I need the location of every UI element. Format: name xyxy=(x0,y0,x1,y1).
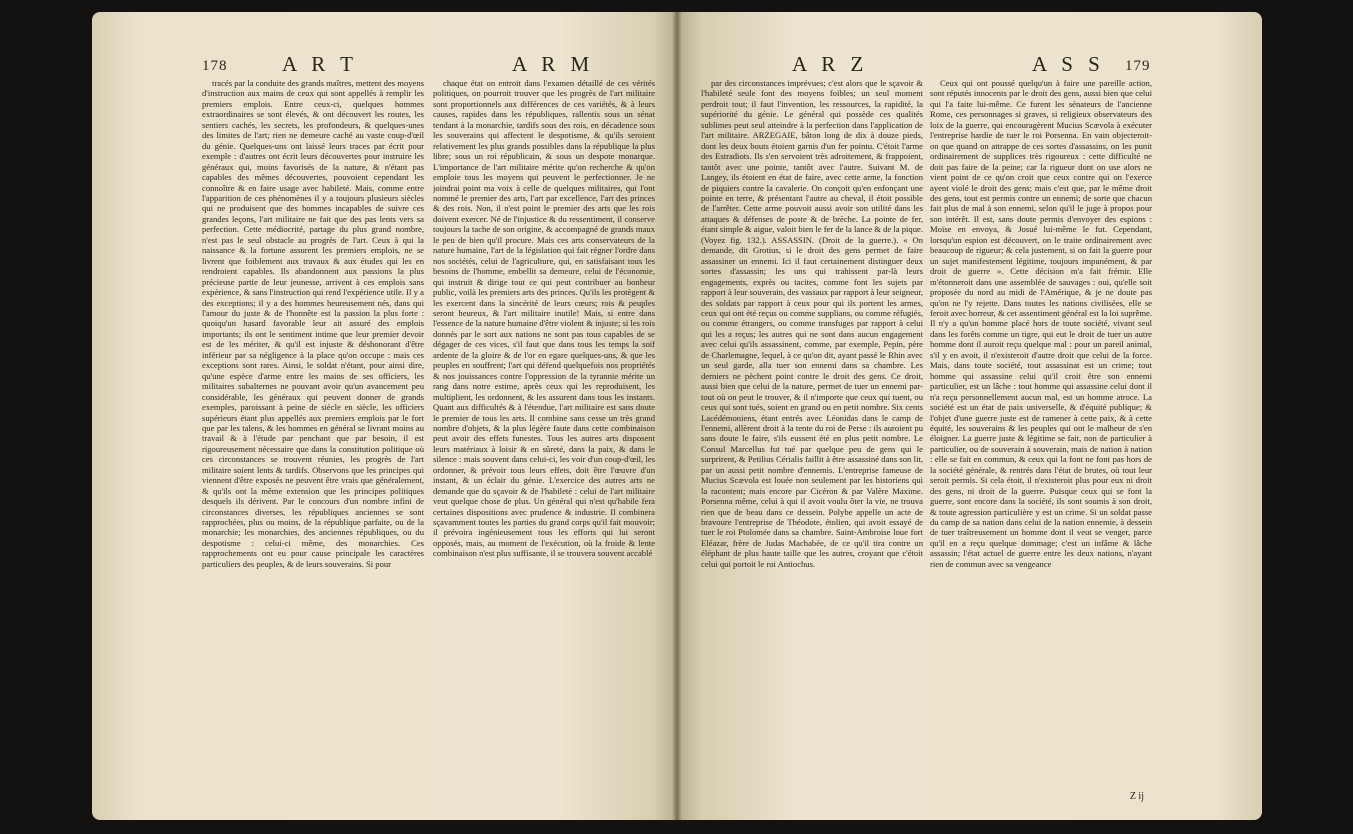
running-headword: A R T xyxy=(282,52,358,76)
left-page xyxy=(92,12,677,820)
book-gutter xyxy=(672,12,682,820)
right-page xyxy=(677,12,1262,820)
signature-mark: Z ij xyxy=(1129,791,1144,802)
text-column xyxy=(433,78,655,792)
text-column xyxy=(930,78,1152,792)
column-text: Ceux qui ont poussé quelqu'un à faire une pareille action, sont réputés innocents par le droit des gens, aussi bien que celui qui l'a faite lui-même. Ce furent les sénateurs de l'ancienne Rome, ces personnages si graves, si religieux observateurs des loix de la guerre, qui encouragèrent Mucius Scævola à exécuter l'entreprise hardie de tuer le roi Porsenna. En vain objecteroit-on que quand on attrappe de ces sortes d'assassins, on les punit ordinairement de supplices très rigoureux : cette difficulté ne doit pas faire de la peine; car la rigueur dont on use alors ne vient point de ce qu'on croit que ceux contre qui on l'exerce ayent violé le droit des gens; mais c'est que, par le même droit des gens, tout est permis contre un ennemi; de sorte que chacun fait plus de mal à son ennemi, selon qu'il le juge à propos pour son intérêt. Il est, sans doute permis d'envoyer des espions : Moïse en envoya, & Josué lui-même le fut. Cependant, lorsqu'un espion est découvert, on le traite ordinairement avec beaucoup de rigueur; & cela justement, si on fait la guerre pour un sujet manifestement légitime, toujours impunément, & par droit de guerre ». Cette décision m'a fait frémir. Elle m'étonneroit dans une assemblée de sauvages : oui, qu'elle soit proposée du nord au midi de l'Amérique, & je ne doute pas qu'on ne l'y rejette. Dans toutes les nations civilisées, elle se feroit avec horreur, & cet assentiment général est la loi suprême. Il n'y a qu'un homme placé hors de toute société, vivant seul dans les forêts comme un tigre, qui eut le droit de tuer un autre homme dont il auroit reçu quelque mal : pour un pareil animal, s'il y en avoit, il n'existeroit d'autre droit que celui de la force. Mais, dans toute société, tout assassinat est un crime; tout homme qui assassine celui qu'il croit être son ennemi particulier, est un lâche : tout homme qui assassine celui dont il n'a reçu personnellement aucun mal, est un homme atroce. La société est un état de paix universelle, & d'équité publique; & l'objet d'une guerre juste est de ramener à cette paix, & à cette équité, les souverains & les peuples qui ont le malheur de s'en éloigner. La guerre juste & légitime se fait, non de particulier à particulier, ou de souverain à souverain, mais de nation à nation : elle se fait en commun, & ceux qui la font ne font pas hors de la société générale, & rentrés dans l'état de brutes, où tout leur seroit permis. Si cela étoit, il n'existeroit plus pour eux ni droit des gens, ni droit de la guerre. Puisque ceux qui se font la guerre, sont encore dans la société, ils sont soumis à son droit, & toute agression particulière y est un crime. Si un soldat passe du camp de sa nation dans celui de la nation ennemie, à dessein de tuer traîtreusement un homme dont il veut se venger, parce qu'il en a reçu quelque dommage; c'est un infâme & lâche assassin; l'état actuel de guerre entre les deux nations, n'ayant rien de commun avec sa vengeance xyxy=(930,78,1152,569)
text-columns xyxy=(202,78,655,792)
text-columns xyxy=(701,78,1152,792)
running-headword: A R Z xyxy=(792,52,869,76)
page-number: 179 xyxy=(1125,58,1151,74)
page-number: 178 xyxy=(202,58,228,74)
column-text: chaque état on entroit dans l'examen détaillé de ces vérités politiques, on pourroit trouver que les progrès de l'art militaire sont proportionnels aux différences de ces variétés, & à leurs causes, rapides dans les républiques, rallentis sous un sénat tendant à la monarchie, tardifs sous des rois, en décadence sous les souverains qui affectent le despotisme, & qu'ils seroient relativement les plus grands possibles dans la république la plus libre; sous un roi républicain, & sous un despote monarque. L'importance de l'art militaire mérite qu'on recherche & qu'on emploie tous les moyens qui peuvent le perfectionner. Je ne joindrai point ma voix à celle de quelques militaires, qui l'ont nommé le premier des arts, l'art par excellence, l'art des princes & des rois. Non, il n'est point le premier des arts que les rois doivent exercer. Né de l'injustice & du ressentiment, il conserve toujours la tache de son origine, & accompagné de grands maux le peu de bien qu'il procure. Mais ces arts conservateurs de la nature humaine, l'art de la législation qui fait régner l'ordre dans nos sociétés, celui de l'agriculture, qui, en satisfaisant tous les besoins de l'homme, embellit sa demeure, celui de l'économie, qui instruit & dirige tout ce qui peut contribuer au bonheur public, voilà les premiers arts des princes. Qu'ils les protègent & les exercent dans la sincérité de leurs cœurs; rois & peuples seront heureux, & l'art militaire inutile! Mais, si entre dans l'essence de la nature humaine d'être violent & injuste; si les rois donnés par le sort aux nations ne sont pas tous capables de se dégager de ces vices, s'il faut que dans tous les temps la soif ardente de la gloire & de l'or en egare quelques-uns, & que les peuples en souffrent; l'art qui défend quelquefois nos propriétés & nos jouissances contre l'oppression de la tyrannie mérite un rang dans notre estime, après ceux qui les reproduisent, les multiplient, les ordonnent, & les assurent dans tous les instants. Quant aux difficultés & à l'étendue, l'art militaire est sans doute le premier de tous les arts. Il combine sans cesse un très grand nombre d'objets, & la plus légère faute dans cette combinaison peut avoir des effets funestes. Tous les autres arts disposent leurs matériaux à loisir & en sûreté, dans la paix, & dans le silence : mais souvent dans celui-ci, les voir d'un coup-d'œil, les ordonner, & prévoir tous leurs effets, doit être l'œuvre d'un instant, & un éclair du génie. L'exercice des autres arts ne demande que du sçavoir & de l'habileté : celui de l'art militaire veut quelque chose de plus. Un général qui n'est qu'habile fera certaines dispositions avec prudence & industrie. Il combinera sçavamment toutes les parties du grand corps qu'il fait mouvoir; il prévoira ingénieusement tous les efforts qui lui seront opposés, mais, au moment de l'exécution, où la froide & lente combinaison n'est plus suffisante, il se trouvera souvent accablé xyxy=(433,78,655,559)
left-running-head xyxy=(92,52,677,80)
running-headword: A S S xyxy=(1032,52,1105,76)
book-spread xyxy=(92,12,1262,820)
text-column xyxy=(202,78,424,792)
text-column xyxy=(701,78,923,792)
column-text: par des circonstances imprévues; c'est alors que le sçavoir & l'habileté seule font des moyens foibles; un seul moment perdroit tout; il faut l'invention, les ressources, la rapidité, la supériorité du génie. Le général qui possède ces qualités sublimes peut seul atteindre à la perfection dans l'application de l'art militaire. ARZEGAIE, bâton long de dix à douze pieds, dont les deux bouts étoient garnis d'un fer pointu. C'étoit l'arme des Estradiots. Ils s'en servoient très adroitement, & frappoient, tantôt avec une pointe, tantôt avec l'autre. Suivant M. de Langey, ils étoient en état de faire, avec cette arme, la fonction de piquiers contre la cavalerie. On conçoit qu'en enfonçant une pointe en terre, & présentant l'autre au cheval, il étoit possible de l'arrêter. Cette arme pouvoit aussi avoir son utilité dans les attaques & défenses de poste & de brèche. La pointe de fer, étant simple & aigue, valoit bien le fer de la lance & de la pique. (Voyez fig. 132.). ASSASSIN. (Droit de la guerre.). « On demande, dit Grotius, si le droit des gens permet de faire assassiner un ennemi. Ici il faut certainement distinguer deux sortes d'assassin; les uns qui trahissent par-là leurs engagements, exprès ou tacites, comme font les sujets par rapport à leur souverain, des vassaux par rapport à leur seigneur, des soldats par rapport à ceux pour qui ils portent les armes, ceux qui ont été reçus ou comme supplians, ou comme réfugiés, ou comme étrangers, ou comme transfuges par rapport à celui qui les a reçus; les autres qui ne sont dans aucun engagement avec celui qu'ils assassinent, comme, par exemple, Pepin, père de Charlemagne, lequel, à ce qu'on dit, ayant passé le Rhin avec un seul garde, alla tuer son ennemi dans sa chambre. Les derniers ne pèchent point contre le droit des gens. Ce droit, aussi bien que celui de la nature, permet de tuer un ennemi par-tout où on peut le trouver, & il n'importe que ceux qui tuent, ou ceux qui sont tués, soient en grand ou en petit nombre. Six cents Lacédémoniens, étant entrés avec Léonidas dans le camp de l'ennemi, allèrent droit à la tente du roi de Perse : ils auroient pu sans doute le faire, s'ils eussent été en plus petit nombre. Le Consul Marcellus fut tué par quelque peu de gens qui le surprirent, & Petilius Cérialis faillit à être assassiné dans son lit, par un aussi petit nombre d'ennemis. L'entreprise fameuse de Mucius Scævola est louée non seulement par les historiens qui la racontent; mais encore par Cicéron & par Valère Maxime. Porsenna même, celui à qui il avoit voulu ôter la vie, ne trouva rien que de beau dans ce dessein. Polybe appelle un acte de bravoure l'entreprise de Théodote, étolien, qui avoit essayé de tuer le roi Ptolomée dans sa chambre. Saint-Ambroise loue fort Eléazar, frère de Judas Machabée, de ce qu'il tira contre un éléphant de plus haute taille que les autres, croyant que c'étoit celui qui portoit le roi Antiochus. xyxy=(701,78,923,569)
column-text: tracés par la conduite des grands maîtres, mettent des moyens d'instruction aux mains de ceux qui sont appellés à remplir les premiers emplois. Entre ceux-ci, quelques hommes extraordinaires se sont élevés, & ont découvert les routes, les sentiers cachés, les secrets, les profondeurs, & quelques-unes des limites de l'art; rien ne demeure caché au vaste coup-d'œil du génie. Quelques-uns ont laissé leurs traces par écrit pour exemple : d'autres ont écrit leurs découvertes pour instruire les généraux qui, moins favorisés de la nature, & n'étant pas capables des mêmes découvertes, pouvoient cependant les connoître & en faire usage avec habileté. Mais, comme entre l'apparition de ces phénomènes il y a toujours plusieurs siècles qui ne produisent que des hommes incapables de suivre ces grandes leçons, l'art militaire ne fait que des pas lents vers sa perfection. Cette médiocrité, partage du plus grand nombre, n'est pas le seul obstacle au progrès de l'art. Ceux à qui la naissance & la fortune assurent les premiers emplois, ne se livrent que foiblement aux travaux & aux études qui les en rendroient capables. Ils abandonnent aux passions la plus précieuse partie de leur jeunesse, arrivent à ces emplois sans expérience, & sans l'instruction qui rend l'expérience utile. Il y a des exceptions; il y a des hommes heureusement nés, dans qui l'amour du juste & de l'honnête est la passion la plus forte : quoiqu'un hasard favorable leur ait assuré des emplois importants; ils ont le sentiment intime que leur premier devoir est de les mériter, & qu'il est injuste & déshonorant d'être inférieur par sa négligence à la place qu'on occupe : mais ces exceptions sont rares. Ainsi, le soldat n'étant, pour ainsi dire, qu'une espèce d'arme entre les mains de ses officiers, les militaires subalternes ne pouvant avoir qu'un avancement peu considérable, les généraux qui peuvent donner de grands exemples, paroissant à peine de siècle en siècle, les officiers supérieurs étant plus appellés aux premiers emplois par le fort que par les talens, & les hommes en général se livrant moins au travail & à l'étude par penchant que par besoin, il est rigoureusement nécessaire que dans la constitution politique où ces circonstances se trouvent réunies, les progrès de l'art militaire soient lents & tardifs. Observons que les principes qui viennent d'être exposés ne peuvent être vrais que généralement, & qu'ils ont la même extension que les principes politiques desquels ils dérivent. Par le concours d'un nombre infini de circonstances diverses, les républiques anciennes se sont rapprochées, plus ou moins, de la république parfaite, ou de la monarchie; les monarchies, des anciennes républiques, ou du despotisme : celui-ci même, des monarchies. Ces rapprochements ont eu pour cause principale les caractères particuliers des peuples, & de leurs souverains. Si pour xyxy=(202,78,424,569)
right-running-head xyxy=(677,52,1262,80)
running-headword: A R M xyxy=(512,52,595,76)
